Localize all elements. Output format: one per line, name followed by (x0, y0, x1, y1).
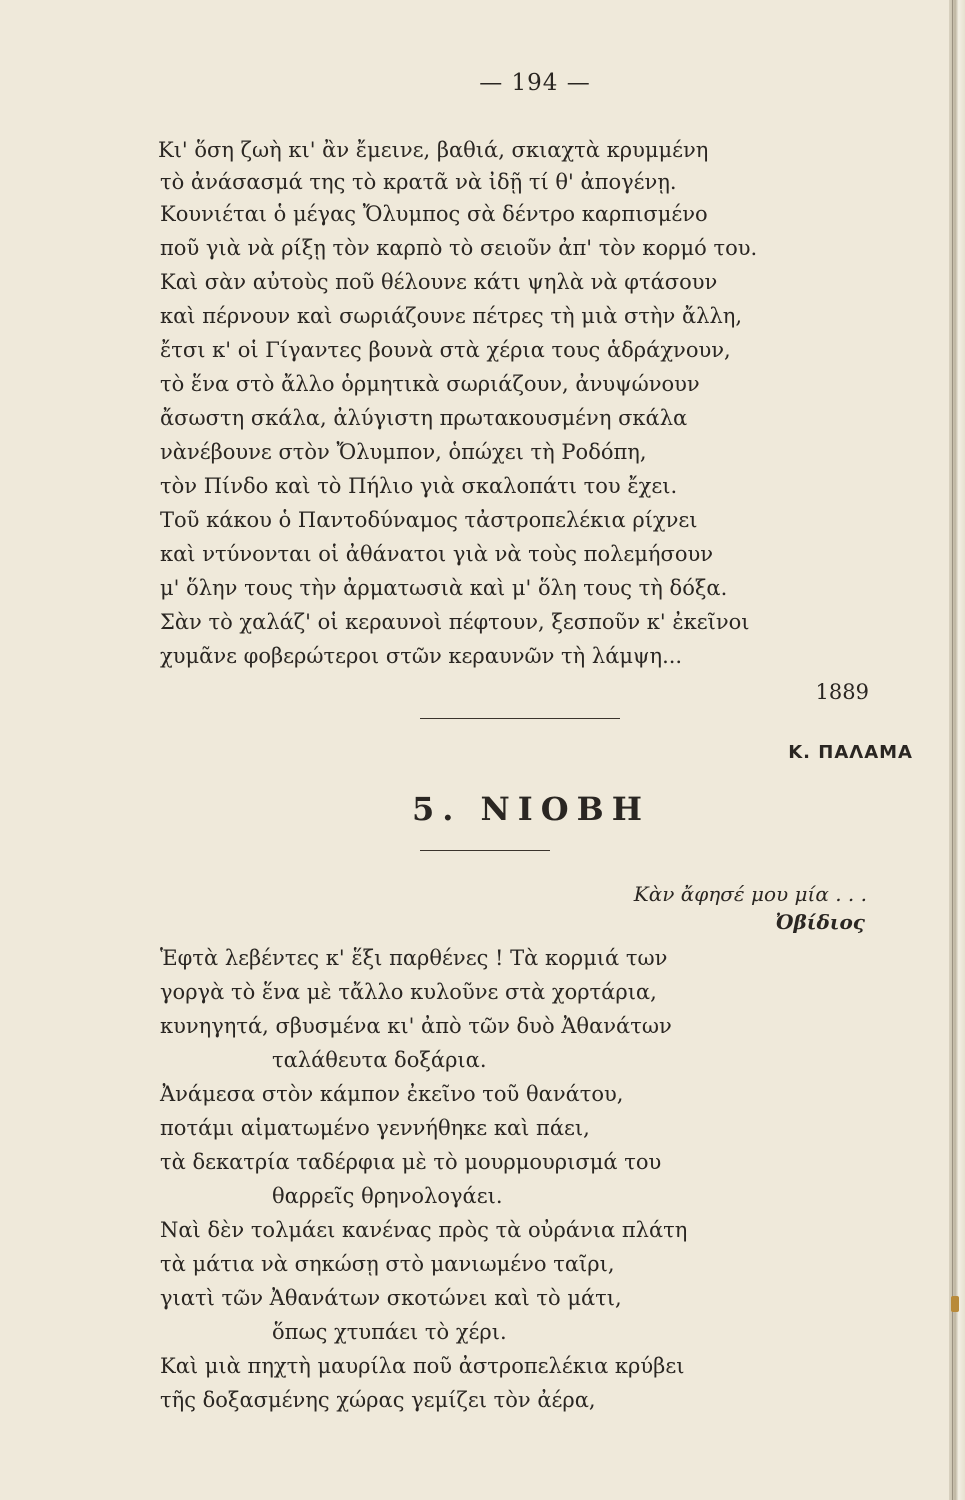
poem-title: 5. ΝΙΟΒΗ (412, 790, 650, 828)
poem-line: τὸν Πίνδο καὶ τὸ Πήλιο γιὰ σκαλοπάτι του ἔχει. (160, 474, 678, 498)
poem-line: Καὶ μιὰ πηχτὴ μαυρίλα ποῦ ἀστροπελέκια κρύβει (160, 1354, 685, 1378)
poem-line: θαρρεῖς θρηνολογάει. (272, 1184, 503, 1208)
poem-line: ὅπως χτυπάει τὸ χέρι. (272, 1320, 507, 1344)
poem-line: χυμᾶνε φοβερώτεροι στῶν κεραυνῶν τὴ λάμψη... (160, 644, 683, 668)
page-number: — 194 — (479, 70, 591, 96)
bookmark-tab (951, 1296, 959, 1312)
title-divider (420, 850, 550, 851)
poem-line: τὰ μάτια νὰ σηκώσῃ στὸ μανιωμένο ταῖρι, (160, 1252, 615, 1276)
poem-line: ποτάμι αἱματωμένο γεννήθηκε καὶ πάει, (160, 1116, 590, 1140)
poem-line: ἔτσι κ' οἱ Γίγαντες βουνὰ στὰ χέρια τους ἁδράχνουν, (160, 338, 731, 362)
poem-line: Ναὶ δὲν τολμάει κανένας πρὸς τὰ οὐράνια πλάτη (160, 1218, 688, 1242)
poem-line: τῆς δοξασμένης χώρας γεμίζει τὸν ἀέρα, (160, 1388, 596, 1412)
poem-line: Σὰν τὸ χαλάζ' οἱ κεραυνοὶ πέφτουν, ξεσποῦν κ' ἐκεῖνοι (160, 610, 750, 634)
poem-line: Ἑφτὰ λεβέντες κ' ἕξι παρθένες ! Τὰ κορμιά των (160, 946, 668, 970)
poem-line: ποῦ γιὰ νὰ ρίξῃ τὸν καρπὸ τὸ σειοῦν ἀπ' τὸν κορμό του. (160, 236, 758, 260)
poem-line: τὰ δεκατρία ταδέρφια μὲ τὸ μουρμουρισμά του (160, 1150, 662, 1174)
poem-line: καὶ πέρνουν καὶ σωριάζουνε πέτρες τὴ μιὰ στὴν ἄλλη, (160, 304, 743, 328)
poem-line: Κι' ὅση ζωὴ κι' ἂν ἔμεινε, βαθιά, σκιαχτὰ κρυμμένη (158, 138, 709, 162)
poem-line: γιατὶ τῶν Ἀθανάτων σκοτώνει καὶ τὸ μάτι, (160, 1286, 622, 1310)
poem-line: Ἀνάμεσα στὸν κάμπον ἐκεῖνο τοῦ θανάτου, (160, 1082, 624, 1106)
poem-author: Κ. ΠΑΛΑΜΑ (788, 742, 913, 763)
poem-line: ἄσωστη σκάλα, ἀλύγιστη πρωτακουσμένη σκάλα (160, 406, 688, 430)
poem-line: Κουνιέται ὁ μέγας Ὄλυμπος σὰ δέντρο καρπισμένο (160, 202, 708, 226)
poem-line: νὰνέβουνε στὸν Ὄλυμπον, ὁπώχει τὴ Ροδόπη, (160, 440, 647, 464)
poem-line: καὶ ντύνονται οἱ ἀθάνατοι γιὰ νὰ τοὺς πολεμήσουν (160, 542, 714, 566)
poem-line: μ' ὅλην τους τὴν ἀρματωσιὰ καὶ μ' ὅλη τους τὴ δόξα. (160, 576, 728, 600)
poem-line: γοργὰ τὸ ἕνα μὲ τἄλλο κυλοῦνε στὰ χορτάρια, (160, 980, 657, 1004)
epigraph-author: Ὀβίδιος (775, 910, 865, 934)
poem-line: Τοῦ κάκου ὁ Παντοδύναμος τἀστροπελέκια ρίχνει (160, 508, 698, 532)
binding-line (952, 0, 953, 1500)
poem-line: κυνηγητά, σβυσμένα κι' ἀπὸ τῶν δυὸ Ἀθανάτων (160, 1014, 672, 1038)
poem-line: τὸ ἀνάσασμά της τὸ κρατᾶ νὰ ἰδῇ τί θ' ἀπογένῃ. (160, 170, 677, 194)
poem-line: Καὶ σὰν αὐτοὺς ποῦ θέλουνε κάτι ψηλὰ νὰ φτάσουν (160, 270, 718, 294)
poem-line: τὸ ἕνα στὸ ἄλλο ὁρμητικὰ σωριάζουν, ἀνυψώνουν (160, 372, 700, 396)
poem-line: ταλάθευτα δοξάρια. (272, 1048, 487, 1072)
section-divider (420, 718, 620, 719)
epigraph: Κὰν ἄφησέ μου μία . . . (633, 882, 867, 906)
poem-year: 1889 (815, 680, 869, 704)
